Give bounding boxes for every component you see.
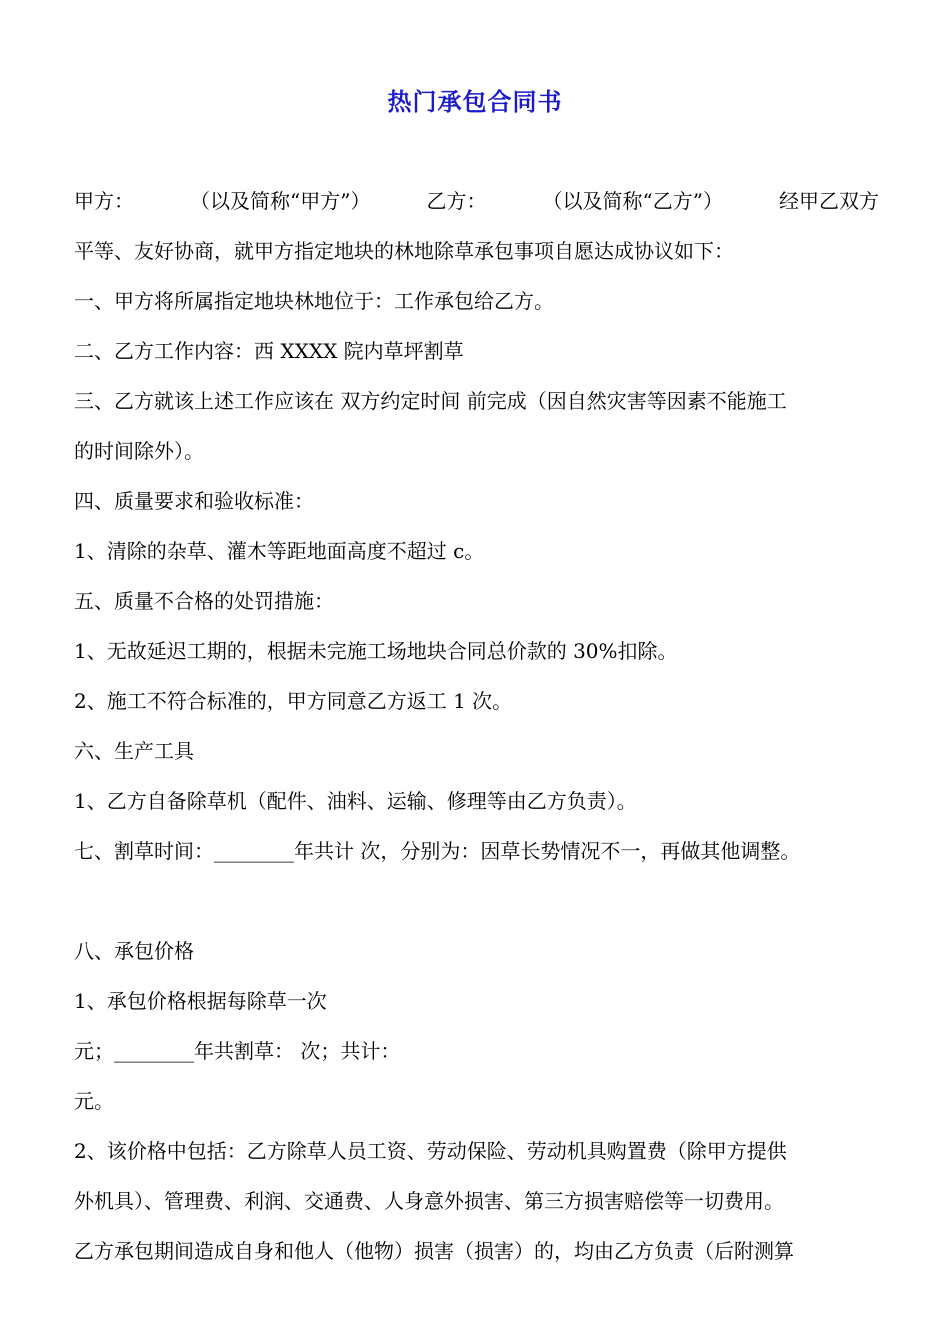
clause-5-heading: 五、质量不合格的处罚措施： [74, 589, 334, 613]
clause-3: 三、乙方就该上述工作应该在 双方约定时间 前完成（因自然灾害等因素不能施工 [74, 389, 787, 413]
party-a-label: 甲方： [74, 189, 134, 213]
clause-6-heading: 六、生产工具 [74, 739, 194, 763]
clause-8-item-2-liability: 乙方承包期间造成自身和他人（他物）损害（损害）的，均由乙方负责（后附测算 [74, 1239, 794, 1263]
party-b-label: 乙方： [426, 189, 487, 213]
clause-8-item-1-price: 元；________年共割草： 次；共计： [74, 1039, 401, 1063]
clause-6-item-1: 1、乙方自备除草机（配件、油料、运输、修理等由乙方负责）。 [74, 789, 637, 813]
clause-4-item-1: 1、清除的杂草、灌木等距地面高度不超过 c。 [74, 539, 485, 563]
document-title: 热门承包合同书 [387, 88, 563, 116]
document-body [74, 176, 894, 1276]
clause-8-item-2-continued: 外机具）、管理费、利润、交通费、人身意外损害、第三方损害赔偿等一切费用。 [74, 1189, 784, 1213]
clause-8-item-1-total: 元。 [74, 1089, 114, 1113]
clause-5-item-1: 1、无故延迟工期的，根据未完施工场地块合同总价款的 30%扣除。 [74, 639, 678, 663]
clause-7: 七、割草时间：________年共计 次，分别为：因草长势情况不一，再做其他调整。 [74, 839, 801, 863]
clause-5-item-2: 2、施工不符合标准的，甲方同意乙方返工 1 次。 [74, 689, 513, 713]
blank-line [74, 876, 894, 926]
clause-2: 二、乙方工作内容：西 XXXX 院内草坪割草 [74, 339, 464, 363]
paragraph-line: 平等、友好协商，就甲方指定地块的林地除草承包事项自愿达成协议如下： [74, 239, 734, 263]
party-line [74, 176, 879, 226]
clause-8-item-1: 1、承包价格根据每除草一次 [74, 989, 327, 1013]
clause-8-item-2: 2、该价格中包括：乙方除草人员工资、劳动保险、劳动机具购置费（除甲方提供 [74, 1139, 787, 1163]
party-agreement-lead: 经甲乙双方 [778, 189, 879, 213]
clause-3-continued: 的时间除外）。 [74, 439, 204, 463]
clause-4-heading: 四、质量要求和验收标准： [74, 489, 314, 513]
clause-8-heading: 八、承包价格 [74, 939, 194, 963]
party-a-abbrev: （以及简称“甲方”） [190, 189, 371, 213]
party-b-abbrev: （以及简称“乙方”） [542, 189, 723, 213]
clause-1: 一、甲方将所属指定地块林地位于：工作承包给乙方。 [74, 289, 554, 313]
